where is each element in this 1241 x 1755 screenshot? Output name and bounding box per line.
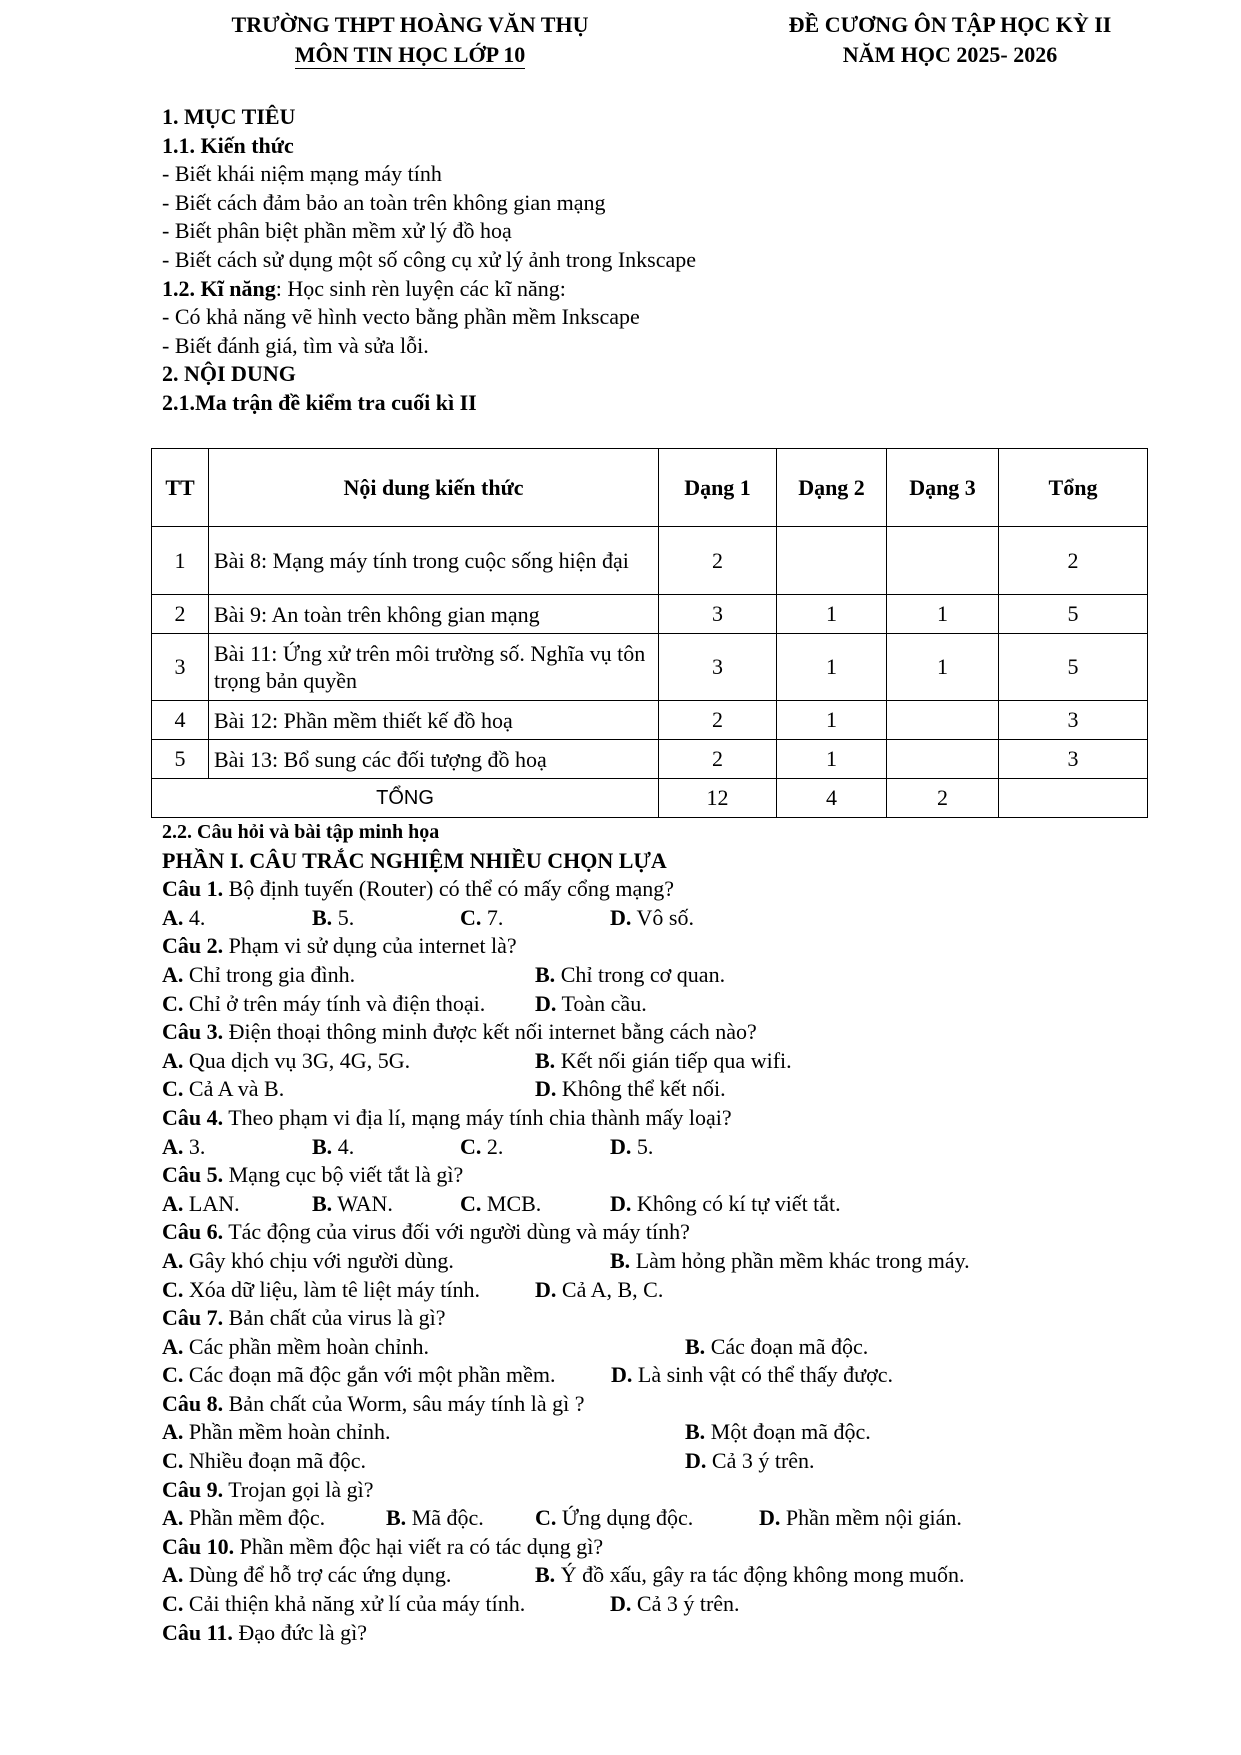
knowledge-item: - Biết cách đảm bảo an toàn trên không gian mạng	[162, 189, 606, 215]
table-cell: Bài 11: Ứng xử trên môi trường số. Nghĩa vụ tôn trọng bản quyền	[209, 634, 659, 701]
answer-options	[162, 1418, 871, 1447]
question-label: Câu 7.	[162, 1305, 224, 1331]
table-cell: Bài 12: Phần mềm thiết kế đồ hoạ	[209, 701, 659, 740]
option-b: B. Kết nối gián tiếp qua wifi.	[535, 1047, 792, 1073]
option-c: C. Xóa dữ liệu, làm tê liệt máy tính.	[162, 1276, 481, 1302]
table-total-row	[152, 779, 1148, 818]
option-d: D. Không có kí tự viết tắt.	[610, 1190, 841, 1216]
table-cell	[887, 740, 999, 779]
question-text: Đạo đức là gì?	[232, 1619, 368, 1645]
subject-title: MÔN TIN HỌC LỚP 10	[294, 42, 526, 67]
answer-options	[162, 1276, 757, 1305]
option-a: A. 3.	[162, 1133, 206, 1159]
option-c: C. Ứng dụng độc.	[535, 1505, 694, 1531]
table-cell: 5	[999, 634, 1148, 701]
heading-illustration: 2.2. Câu hỏi và bài tập minh họa	[162, 821, 440, 843]
question	[162, 1104, 757, 1133]
question-text: Theo phạm vi địa lí, mạng máy tính chia thành mấy loại?	[223, 1104, 732, 1130]
table-row	[152, 634, 1148, 701]
option-a: A. Các phần mềm hoàn chỉnh.	[162, 1333, 429, 1359]
question-text: Bản chất của Worm, sâu máy tính là gì ?	[223, 1390, 585, 1416]
question-label: Câu 5.	[162, 1162, 224, 1188]
question-label: Câu 10.	[162, 1533, 235, 1559]
answer-options	[162, 1361, 893, 1390]
question	[162, 875, 757, 904]
table-row	[152, 527, 1148, 595]
option-d: D. Là sinh vật có thể thấy được.	[611, 1362, 893, 1388]
question	[162, 932, 757, 961]
answer-options	[162, 961, 757, 990]
table-cell: Bài 8: Mạng máy tính trong cuộc sống hiện đại	[209, 527, 659, 595]
table-cell: 3	[999, 740, 1148, 779]
table-row	[152, 595, 1148, 634]
option-b: B. 4.	[312, 1133, 355, 1159]
question	[162, 1476, 757, 1505]
knowledge-item: - Biết phân biệt phần mềm xử lý đồ hoạ	[162, 218, 512, 244]
question-text: Tác động của virus đối với người dùng và máy tính?	[223, 1219, 690, 1245]
option-d: D. 5.	[610, 1133, 654, 1159]
answer-options	[162, 1133, 757, 1162]
option-c: C. Cả A và B.	[162, 1076, 285, 1102]
heading-skills: 1.2. Kĩ năng	[162, 275, 276, 301]
table-cell: 3	[659, 634, 777, 701]
question-label: Câu 4.	[162, 1104, 224, 1130]
table-cell: Bài 9: An toàn trên không gian mạng	[209, 595, 659, 634]
header-cell: Nội dung kiến thức	[209, 449, 659, 527]
answer-options	[162, 1190, 841, 1219]
table-cell	[887, 527, 999, 595]
option-b: B. Các đoạn mã độc.	[685, 1333, 869, 1359]
option-c: C. 2.	[460, 1133, 504, 1159]
question	[162, 1018, 757, 1047]
option-d: D. Phần mềm nội gián.	[759, 1505, 962, 1531]
question-text: Phạm vi sử dụng của internet là?	[223, 933, 517, 959]
heading-knowledge: 1.1. Kiến thức	[162, 132, 294, 158]
option-b: B. Mã độc.	[386, 1505, 484, 1531]
table-row	[152, 701, 1148, 740]
option-b: B. Chỉ trong cơ quan.	[535, 961, 726, 987]
option-a: A. Phần mềm hoàn chỉnh.	[162, 1419, 391, 1445]
table-cell: Bài 13: Bổ sung các đối tượng đồ hoạ	[209, 740, 659, 779]
table-cell: 2	[152, 595, 209, 634]
skill-item: - Có khả năng vẽ hình vecto bằng phần mềm Inkscape	[162, 304, 640, 330]
option-b: B. Một đoạn mã độc.	[685, 1419, 871, 1445]
option-b: B. Ý đồ xấu, gây ra tác động không mong muốn.	[535, 1562, 965, 1588]
option-c: C. MCB.	[460, 1190, 542, 1216]
total-cell: 4	[777, 779, 887, 818]
knowledge-item: - Biết cách sử dụng một số công cụ xử lý ảnh trong Inkscape	[162, 246, 697, 272]
table-cell	[777, 527, 887, 595]
option-b: B. Làm hỏng phần mềm khác trong máy.	[610, 1247, 970, 1273]
table-cell: 1	[777, 595, 887, 634]
objectives-section	[162, 103, 696, 418]
option-b: B. 5.	[312, 904, 355, 930]
question	[162, 1619, 757, 1648]
option-a: A. 4.	[162, 904, 206, 930]
total-label: TỔNG	[152, 779, 659, 818]
document-title: ĐỀ CƯƠNG ÔN TẬP HỌC KỲ II	[788, 12, 1112, 37]
question	[162, 1390, 757, 1419]
question-label: Câu 9.	[162, 1476, 224, 1502]
heading-objectives: 1. MỤC TIÊU	[162, 104, 296, 129]
answer-options	[162, 1333, 869, 1362]
option-c: C. Các đoạn mã độc gắn với một phần mềm.	[162, 1362, 556, 1388]
option-c: C. 7.	[460, 904, 504, 930]
option-d: D. Cả 3 ý trên.	[685, 1448, 815, 1474]
total-cell	[999, 779, 1148, 818]
answer-options	[162, 1590, 757, 1619]
question	[162, 1218, 757, 1247]
table-cell: 2	[999, 527, 1148, 595]
option-a: A. Qua dịch vụ 3G, 4G, 5G.	[162, 1047, 411, 1073]
question-label: Câu 6.	[162, 1219, 224, 1245]
answer-options	[162, 1247, 970, 1276]
option-b: B. WAN.	[312, 1190, 393, 1216]
table-cell	[887, 701, 999, 740]
questions-section	[162, 818, 970, 1647]
option-a: A. Phần mềm độc.	[162, 1505, 326, 1531]
option-a: A. Dùng để hỗ trợ các ứng dụng.	[162, 1562, 452, 1588]
option-d: D. Cả A, B, C.	[535, 1276, 664, 1302]
header-cell: Dạng 3	[887, 449, 999, 527]
table-cell: 2	[659, 701, 777, 740]
knowledge-item: - Biết khái niệm mạng máy tính	[162, 161, 442, 187]
answer-options	[162, 1504, 962, 1533]
question-text: Trojan gọi là gì?	[223, 1476, 374, 1502]
table-cell: 2	[659, 740, 777, 779]
table-cell: 5	[999, 595, 1148, 634]
header-cell: TT	[152, 449, 209, 527]
question	[162, 1533, 757, 1562]
header-right	[670, 10, 1230, 70]
table-cell: 3	[152, 634, 209, 701]
table-cell: 1	[777, 701, 887, 740]
answer-options	[162, 1447, 815, 1476]
header-cell: Dạng 2	[777, 449, 887, 527]
header-cell: Tổng	[999, 449, 1148, 527]
option-d: D. Vô số.	[610, 904, 694, 930]
question-text: Bản chất của virus là gì?	[223, 1305, 446, 1331]
school-name: TRƯỜNG THPT HOÀNG VĂN THỤ	[231, 12, 589, 37]
heading-matrix: 2.1.Ma trận đề kiểm tra cuối kì II	[162, 389, 477, 415]
option-a: A. LAN.	[162, 1190, 240, 1216]
table-header-row	[152, 449, 1148, 527]
question-text: Mạng cục bộ viết tắt là gì?	[223, 1162, 464, 1188]
question-label: Câu 8.	[162, 1390, 224, 1416]
answer-options	[162, 904, 757, 933]
table-cell: 1	[887, 595, 999, 634]
option-c: C. Cải thiện khả năng xử lí của máy tính.	[162, 1591, 526, 1617]
header-cell: Dạng 1	[659, 449, 777, 527]
total-cell: 12	[659, 779, 777, 818]
skills-line	[162, 275, 696, 304]
table-cell: 3	[999, 701, 1148, 740]
table-cell: 2	[659, 527, 777, 595]
question-label: Câu 11.	[162, 1619, 233, 1645]
table-cell: 1	[777, 740, 887, 779]
answer-options	[162, 1075, 757, 1104]
table-row	[152, 740, 1148, 779]
skills-intro: : Học sinh rèn luyện các kĩ năng:	[275, 275, 566, 301]
option-a: A. Gây khó chịu với người dùng.	[162, 1247, 454, 1273]
question	[162, 1161, 757, 1190]
question-label: Câu 3.	[162, 1019, 224, 1045]
answer-options	[162, 1561, 965, 1590]
answer-options	[162, 1047, 792, 1076]
option-c: C. Nhiều đoạn mã độc.	[162, 1448, 367, 1474]
table-cell: 5	[152, 740, 209, 779]
option-d: D. Toàn cầu.	[535, 990, 647, 1016]
question-text: Phần mềm độc hại viết ra có tác dụng gì?	[234, 1533, 604, 1559]
question-label: Câu 2.	[162, 933, 224, 959]
question-label: Câu 1.	[162, 876, 224, 902]
option-d: D. Cả 3 ý trên.	[610, 1591, 740, 1617]
table-cell: 1	[887, 634, 999, 701]
question-text: Điện thoại thông minh được kết nối internet bằng cách nào?	[223, 1019, 757, 1045]
school-year: NĂM HỌC 2025- 2026	[842, 42, 1058, 67]
option-a: A. Chỉ trong gia đình.	[162, 961, 356, 987]
question-text: Bộ định tuyến (Router) có thể có mấy cổng mạng?	[223, 876, 675, 902]
table-cell: 1	[777, 634, 887, 701]
table-cell: 1	[152, 527, 209, 595]
header-left	[150, 10, 670, 70]
heading-part1: PHẦN I. CÂU TRẮC NGHIỆM NHIỀU CHỌN LỰA	[162, 847, 667, 873]
skill-item: - Biết đánh giá, tìm và sửa lỗi.	[162, 332, 429, 358]
option-c: C. Chỉ ở trên máy tính và điện thoại.	[162, 990, 486, 1016]
exam-matrix-table	[151, 448, 1148, 818]
option-d: D. Không thể kết nối.	[535, 1076, 726, 1102]
table-cell: 3	[659, 595, 777, 634]
table-cell: 4	[152, 701, 209, 740]
question	[162, 1304, 757, 1333]
answer-options	[162, 990, 757, 1019]
heading-content: 2. NỘI DUNG	[162, 361, 296, 387]
total-cell: 2	[887, 779, 999, 818]
